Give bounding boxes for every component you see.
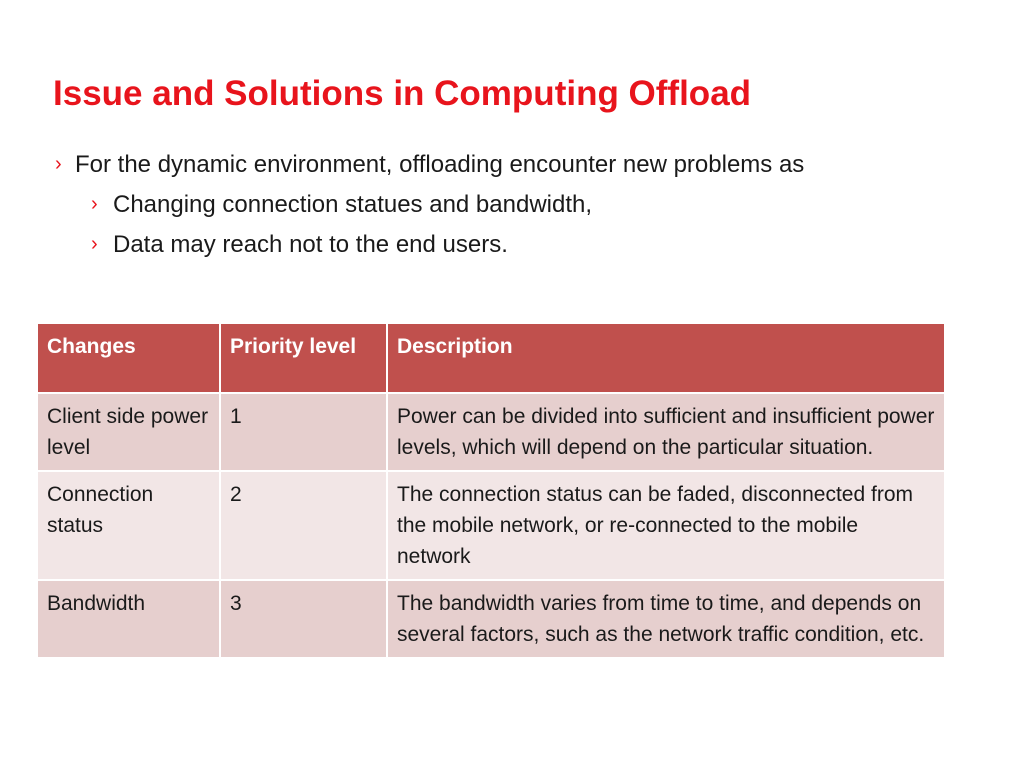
table-row [37, 580, 945, 658]
cell-change: Client side power level [37, 393, 220, 471]
bullet-chevron-icon: › [55, 153, 62, 175]
cell-description: The bandwidth varies from time to time, and depends on several factors, such as the network traffic condition, etc. [387, 580, 945, 658]
table-row [37, 393, 945, 471]
bullet-text: Changing connection statues and bandwidth, [113, 191, 593, 218]
cell-description: Power can be divided into sufficient and insufficient power levels, which will depend on the particular situation. [387, 393, 945, 471]
bullet-list [55, 145, 804, 265]
bullet-text: Data may reach not to the end users. [113, 231, 508, 258]
changes-table [36, 322, 946, 659]
bullet-text: For the dynamic environment, offloading encounter new problems as [75, 151, 805, 178]
header-description: Description [387, 323, 945, 393]
bullet-item [55, 145, 804, 185]
table-row [37, 471, 945, 580]
sub-bullet-item [55, 225, 804, 265]
sub-bullet-item [55, 185, 804, 225]
cell-priority: 3 [220, 580, 387, 658]
cell-priority: 1 [220, 393, 387, 471]
cell-change: Bandwidth [37, 580, 220, 658]
cell-priority: 2 [220, 471, 387, 580]
bullet-chevron-icon: › [91, 193, 98, 215]
table-header-row [37, 323, 945, 393]
slide-title: Issue and Solutions in Computing Offload [53, 74, 752, 113]
header-priority-level: Priority level [220, 323, 387, 393]
bullet-chevron-icon: › [91, 233, 98, 255]
header-changes: Changes [37, 323, 220, 393]
cell-change: Connection status [37, 471, 220, 580]
cell-description: The connection status can be faded, disconnected from the mobile network, or re-connected to the mobile network [387, 471, 945, 580]
